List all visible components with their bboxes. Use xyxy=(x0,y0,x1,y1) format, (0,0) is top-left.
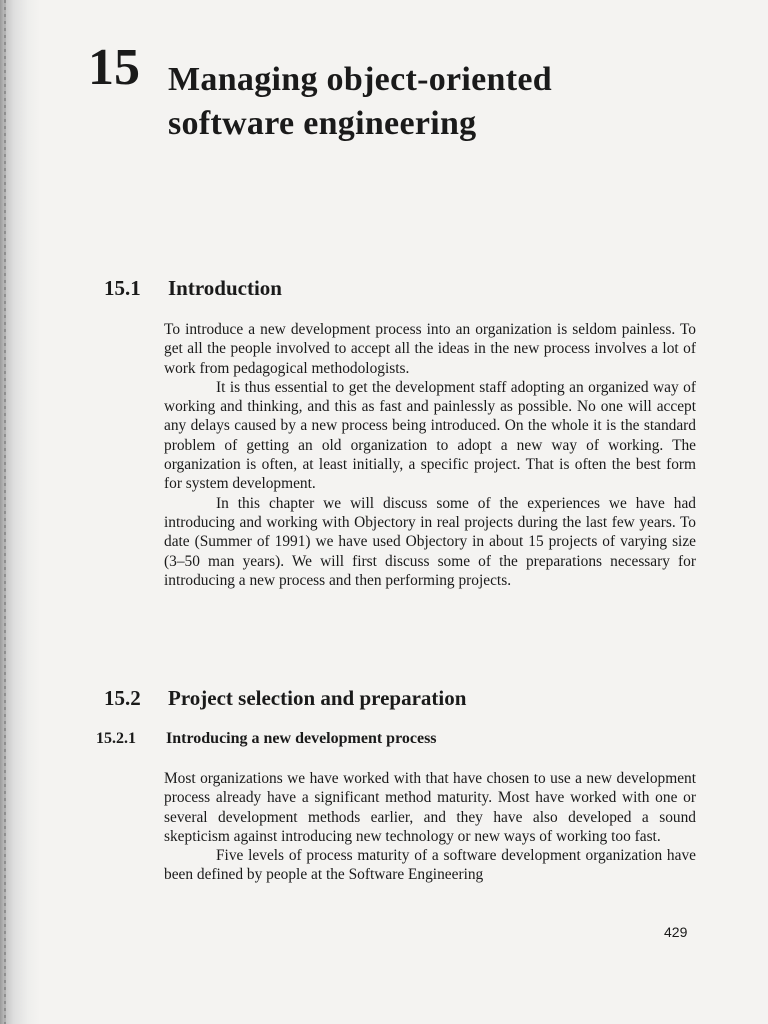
page-number: 429 xyxy=(664,924,688,940)
paragraph: Most organizations we have worked with that have chosen to use a new development process already have a significant method maturity. Most have worked with one or several development methods earlier, and they have also developed a sound skepticism against introducing new technology or new ways of working too fast. xyxy=(164,770,696,845)
section-number: 15.1 xyxy=(104,276,141,300)
subsection-body xyxy=(164,769,696,885)
chapter-title-line-1: Managing object-oriented xyxy=(168,61,552,98)
page-gutter-shadow xyxy=(0,0,40,1024)
chapter-title-line-2: software engineering xyxy=(168,105,477,142)
section-title: Project selection and preparation xyxy=(168,686,467,710)
binding-edge xyxy=(4,0,6,1024)
chapter-number: 15 xyxy=(88,39,140,96)
subsection-title: Introducing a new development process xyxy=(166,730,437,747)
section-title: Introduction xyxy=(168,276,282,300)
section-number: 15.2 xyxy=(104,686,141,710)
subsection-number: 15.2.1 xyxy=(96,730,136,747)
paragraph: It is thus essential to get the development staff adopting an organized way of working and thinking, and this as fast and painlessly as possible. No one will accept any delays caused by a new process being introduced. On the whole it is the standard problem of getting an old organization to adopt a new way of working. The organization is often, at least initially, a specific project. That is often the best form for system development. xyxy=(164,378,696,493)
section-body xyxy=(164,320,696,590)
paragraph: Five levels of process maturity of a software development organization have been defined by people at the Software Engineering xyxy=(164,847,696,884)
paragraph: In this chapter we will discuss some of the experiences we have had introducing and working with Objectory in real projects during the last few years. To date (Summer of 1991) we have used Objectory in about 15 projects of varying size (3–50 man years). We will first discuss some of the preparations necessary for introducing a new process and then performing projects. xyxy=(164,494,696,589)
chapter-title xyxy=(168,58,728,146)
paragraph: To introduce a new development process into an organization is seldom painless. To get all the people involved to accept all the ideas in the new process involves a lot of work from pedagogical methodologists. xyxy=(164,321,696,377)
